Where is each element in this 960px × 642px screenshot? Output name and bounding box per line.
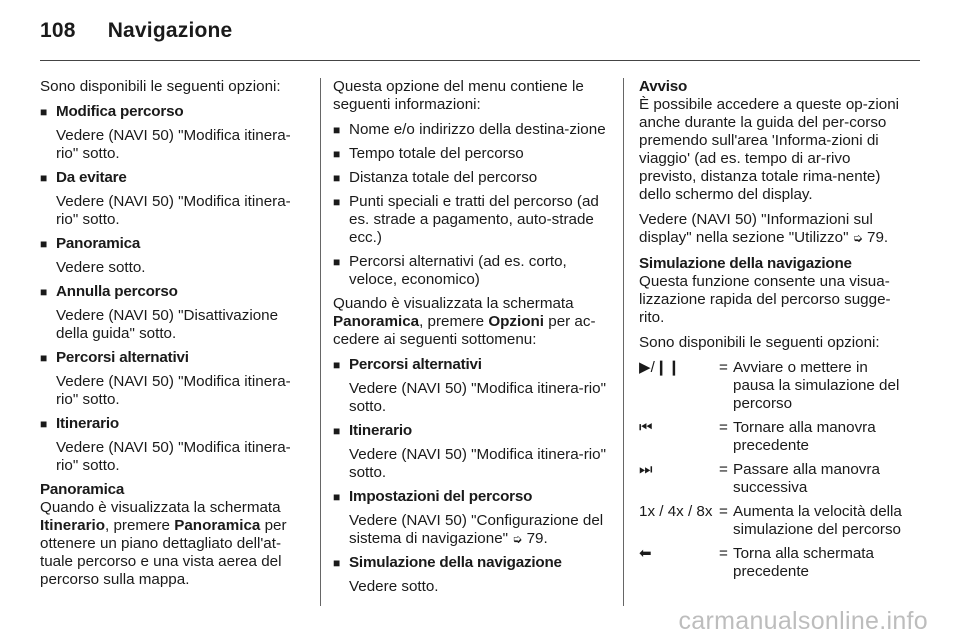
bold-term: Itinerario <box>40 517 105 534</box>
speed-label: 1x / 4x / 8x <box>639 503 713 520</box>
column-divider <box>623 78 624 606</box>
text-fragment: Vedere (NAVI 50) "Informazioni sul display" nella sezione "Utilizzo" <box>639 211 873 246</box>
symbol-desc: Tornare alla manovra precedente <box>733 419 876 454</box>
page-ref-icon: ➭ <box>852 231 863 245</box>
info-item: ■ Percorsi alternativi (ad es. corto, veloce, economico) <box>333 253 607 289</box>
intro-text: Questa opzione del menu contiene le seguenti informazioni: <box>333 78 584 113</box>
submenu-item <box>333 554 607 596</box>
option-desc: Vedere (NAVI 50) "Disattivazione della guida" sotto. <box>56 307 279 342</box>
info-item: ■ Distanza totale del percorso <box>333 169 607 187</box>
table-row <box>639 545 907 587</box>
option-desc: Vedere (NAVI 50) "Modifica itinera-rio" sotto. <box>56 373 291 408</box>
option-title: ■ Percorsi alternativi <box>56 349 189 366</box>
back-arrow-icon: ⬅ <box>639 545 652 562</box>
bold-term: Panoramica <box>174 517 261 534</box>
page-number: 108 <box>40 19 76 42</box>
table-row <box>639 359 907 419</box>
submenu-intro <box>333 295 607 349</box>
submenu-item <box>333 356 607 416</box>
equals-sign: = <box>719 359 728 376</box>
option-title: ■ Modifica percorso <box>56 103 184 120</box>
submenu-desc: Vedere (NAVI 50) "Modifica itinera-rio" sotto. <box>349 380 606 415</box>
panoramica-section <box>40 481 308 589</box>
text-fragment: Quando è visualizzata la schermata <box>333 295 574 312</box>
intro-text: Sono disponibili le seguenti opzioni: <box>40 78 281 95</box>
section-heading: Simulazione della navigazione <box>639 255 852 272</box>
header-rule <box>40 60 920 61</box>
avviso-text: È possibile accedere a queste op-zioni anche durante la guida del per-corso premendo sull'area 'Informa-zioni di viaggio' (ad es. tempo di ar-rivo previsto, distanza totale rima-nente) dello schermo del display. <box>639 96 900 203</box>
option-desc: Vedere sotto. <box>56 259 146 276</box>
page-title: Navigazione <box>107 19 233 42</box>
table-row <box>639 461 907 503</box>
page-ref: 79. <box>526 530 548 547</box>
submenu-item <box>333 422 607 482</box>
submenu-title: ■ Simulazione della navigazione <box>349 554 562 571</box>
skip-back-icon: ⏮ <box>639 419 653 436</box>
option-item <box>40 283 308 343</box>
table-row <box>639 503 907 545</box>
text-fragment: Quando è visualizzata la schermata <box>40 499 281 516</box>
equals-sign: = <box>719 419 728 436</box>
option-item <box>40 235 308 277</box>
text-fragment: , premere <box>105 517 170 534</box>
avviso-heading: Avviso <box>639 78 688 95</box>
equals-sign: = <box>719 503 728 520</box>
equals-sign: = <box>719 545 728 562</box>
option-title: ■ Annulla percorso <box>56 283 178 300</box>
option-title: ■ Da evitare <box>56 169 127 186</box>
page-ref-icon: ➭ <box>512 532 523 546</box>
symbol-desc: Avviare o mettere in pausa la simulazione del percorso <box>733 359 900 412</box>
equals-sign: = <box>719 461 728 478</box>
column-divider <box>320 78 321 606</box>
submenu-title: ■ Itinerario <box>349 422 412 439</box>
watermark: carmanualsonline.info <box>678 607 928 635</box>
page-ref: 79. <box>867 229 889 246</box>
avviso-section <box>639 78 907 247</box>
option-item <box>40 103 308 163</box>
submenu-title: ■ Percorsi alternativi <box>349 356 482 373</box>
option-desc: Vedere (NAVI 50) "Modifica itinera-rio" sotto. <box>56 127 291 162</box>
text-fragment: Vedere (NAVI 50) "Configurazione del sistema di navigazione" <box>349 512 604 547</box>
option-item <box>40 415 308 475</box>
column-2 <box>333 78 607 602</box>
bold-term: Panoramica <box>333 313 420 330</box>
symbol-desc: Torna alla schermata precedente <box>733 545 874 580</box>
info-item: ■ Nome e/o indirizzo della destina-zione <box>333 121 607 139</box>
submenu-desc: Vedere (NAVI 50) "Modifica itinera-rio" sotto. <box>349 446 606 481</box>
option-desc: Vedere (NAVI 50) "Modifica itinera-rio" sotto. <box>56 439 291 474</box>
info-item: ■ Tempo totale del percorso <box>333 145 607 163</box>
submenu-desc: Vedere sotto. <box>349 578 439 595</box>
bold-term: Opzioni <box>488 313 545 330</box>
submenu-item <box>333 488 607 548</box>
option-title: ■ Panoramica <box>56 235 141 252</box>
column-1 <box>40 78 308 597</box>
symbol-table <box>639 359 907 587</box>
page-header <box>40 19 232 43</box>
table-row <box>639 419 907 461</box>
option-desc: Vedere (NAVI 50) "Modifica itinera-rio" sotto. <box>56 193 291 228</box>
symbol-desc: Aumenta la velocità della simulazione del percorso <box>733 503 902 538</box>
option-item <box>40 169 308 229</box>
column-3 <box>639 78 907 587</box>
info-item: ■ Punti speciali e tratti del percorso (ad es. strade a pagamento, auto-strade ecc.) <box>333 193 607 247</box>
submenu-title: ■ Impostazioni del percorso <box>349 488 533 505</box>
text-fragment: per ottenere un piano dettagliato dell'at-tuale percorso e una vista aerea del percorso sulla mappa. <box>40 517 287 588</box>
section-text <box>40 499 308 589</box>
avviso-ref-text <box>639 211 907 247</box>
option-item <box>40 349 308 409</box>
skip-forward-icon: ⏭ <box>639 461 653 478</box>
sim-intro: Sono disponibili le seguenti opzioni: <box>639 334 880 351</box>
section-heading: Panoramica <box>40 481 125 498</box>
symbol-desc: Passare alla manovra successiva <box>733 461 880 496</box>
text-fragment: , premere <box>419 313 485 330</box>
submenu-desc <box>349 512 607 548</box>
play-pause-icon: ▶/❙❙ <box>639 359 681 376</box>
option-title: ■ Itinerario <box>56 415 119 432</box>
text-fragment: per ac-cedere ai seguenti sottomenu: <box>333 313 596 348</box>
sim-text: Questa funzione consente una visua-lizzazione rapida del percorso sugge-rito. <box>639 273 891 326</box>
